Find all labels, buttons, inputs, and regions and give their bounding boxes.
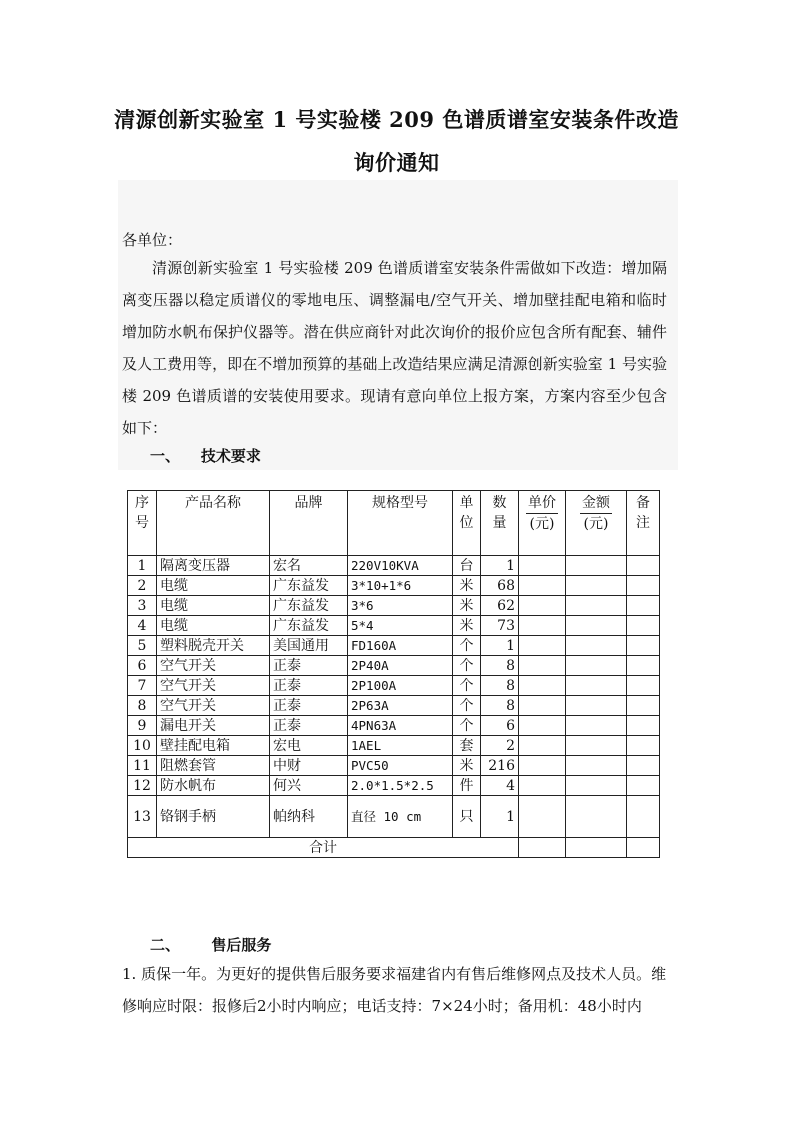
spec-table [127, 490, 660, 858]
total-amount-cell [566, 838, 627, 858]
cell-brand: 广东益发 [270, 616, 348, 636]
section-title: 售后服务 [211, 936, 272, 954]
cell-amount [566, 636, 627, 656]
after-sales-paragraph: 1. 质保一年。为更好的提供售后服务要求福建省内有售后维修网点及技术人员。维修响应时限：报修后2小时内响应；电话支持：7×24小时；备用机：48小时内 [122, 965, 667, 1015]
cell-brand: 何兴 [270, 776, 348, 796]
cell-amount [566, 556, 627, 576]
cell-amount [566, 616, 627, 636]
cell-amount [566, 576, 627, 596]
cell-amount [566, 716, 627, 736]
cell-brand: 宏电 [270, 736, 348, 756]
cell-name: 塑料脱壳开关 [157, 636, 270, 656]
cell-note [627, 636, 660, 656]
table-row [128, 576, 660, 596]
table-row [128, 796, 660, 838]
cell-qty: 62 [481, 596, 519, 616]
table-row [128, 636, 660, 656]
cell-no: 12 [128, 776, 157, 796]
cell-price [519, 576, 566, 596]
cell-no: 11 [128, 756, 157, 776]
cell-amount [566, 596, 627, 616]
cell-note [627, 716, 660, 736]
cell-name: 电缆 [157, 616, 270, 636]
cell-qty: 8 [481, 696, 519, 716]
cell-note [627, 596, 660, 616]
cell-qty: 68 [481, 576, 519, 596]
table-row [128, 696, 660, 716]
cell-model: 2.0*1.5*2.5 [348, 776, 453, 796]
table-row [128, 736, 660, 756]
cell-name: 壁挂配电箱 [157, 736, 270, 756]
cell-unit: 个 [453, 676, 481, 696]
cell-name: 漏电开关 [157, 716, 270, 736]
cell-price [519, 736, 566, 756]
cell-no: 2 [128, 576, 157, 596]
section-number: 一、 [150, 447, 181, 465]
table-row [128, 596, 660, 616]
cell-price [519, 636, 566, 656]
header-no: 序号 [128, 491, 157, 556]
cell-amount [566, 756, 627, 776]
header-amount: 金额 (元) [566, 491, 627, 556]
cell-model: 2P63A [348, 696, 453, 716]
header-price: 单价 (元) [519, 491, 566, 556]
cell-unit: 件 [453, 776, 481, 796]
cell-no: 6 [128, 656, 157, 676]
table-header-row [128, 491, 660, 556]
cell-note [627, 756, 660, 776]
table-row [128, 756, 660, 776]
cell-model: 2P100A [348, 676, 453, 696]
cell-note [627, 776, 660, 796]
cell-name: 空气开关 [157, 676, 270, 696]
cell-note [627, 676, 660, 696]
cell-name: 电缆 [157, 596, 270, 616]
cell-brand: 广东益发 [270, 596, 348, 616]
section-number: 二、 [150, 936, 181, 954]
cell-model: 1AEL [348, 736, 453, 756]
total-label: 合计 [128, 838, 519, 858]
cell-amount [566, 696, 627, 716]
salutation: 各单位： [122, 231, 183, 249]
cell-no: 7 [128, 676, 157, 696]
cell-no: 1 [128, 556, 157, 576]
cell-note [627, 556, 660, 576]
cell-brand: 广东益发 [270, 576, 348, 596]
cell-qty: 8 [481, 676, 519, 696]
cell-no: 13 [128, 796, 157, 838]
cell-brand: 中财 [270, 756, 348, 776]
cell-price [519, 616, 566, 636]
cell-name: 防水帆布 [157, 776, 270, 796]
cell-brand: 正泰 [270, 696, 348, 716]
cell-no: 9 [128, 716, 157, 736]
cell-price [519, 716, 566, 736]
cell-unit: 只 [453, 796, 481, 838]
cell-model: PVC50 [348, 756, 453, 776]
cell-note [627, 696, 660, 716]
cell-model: FD160A [348, 636, 453, 656]
cell-amount [566, 776, 627, 796]
header-unit: 单位 [453, 491, 481, 556]
cell-no: 8 [128, 696, 157, 716]
cell-qty: 8 [481, 656, 519, 676]
cell-model: 3*6 [348, 596, 453, 616]
cell-price [519, 796, 566, 838]
cell-brand: 正泰 [270, 716, 348, 736]
cell-brand: 正泰 [270, 656, 348, 676]
cell-unit: 个 [453, 716, 481, 736]
section-heading-after-sales [150, 934, 271, 955]
cell-price [519, 756, 566, 776]
cell-name: 空气开关 [157, 656, 270, 676]
cell-note [627, 576, 660, 596]
cell-model: 2P40A [348, 656, 453, 676]
table-row [128, 776, 660, 796]
cell-price [519, 556, 566, 576]
cell-brand: 正泰 [270, 676, 348, 696]
table-row [128, 616, 660, 636]
cell-brand: 美国通用 [270, 636, 348, 656]
cell-note [627, 656, 660, 676]
cell-brand: 帕纳科 [270, 796, 348, 838]
cell-qty: 216 [481, 756, 519, 776]
cell-unit: 米 [453, 576, 481, 596]
cell-model: 220V10KVA [348, 556, 453, 576]
cell-name: 隔离变压器 [157, 556, 270, 576]
table-row [128, 656, 660, 676]
cell-name: 阻燃套管 [157, 756, 270, 776]
cell-unit: 米 [453, 596, 481, 616]
intro-paragraph: 清源创新实验室 1 号实验楼 209 色谱质谱室安装条件需做如下改造：增加隔离变压器以稳定质谱仪的零地电压、调整漏电/空气开关、增加壁挂配电箱和临时增加防水帆布保护仪器等。潜在供应商针对此次询价的报价应包含所有配套、辅件及人工费用等，即在不增加预算的基础上改造结果应满足清源创新实验室 1 号实验楼 209 色谱质谱的安装使用要求。现请有意向单位上报方案，方案内容至少包含如下： [122, 259, 667, 437]
cell-unit: 米 [453, 756, 481, 776]
header-model: 规格型号 [348, 491, 453, 556]
cell-unit: 个 [453, 656, 481, 676]
cell-price [519, 696, 566, 716]
document-title-line2: 询价通知 [353, 150, 440, 175]
section-title: 技术要求 [200, 447, 261, 465]
cell-name: 空气开关 [157, 696, 270, 716]
cell-brand: 宏名 [270, 556, 348, 576]
header-brand: 品牌 [270, 491, 348, 556]
cell-price [519, 656, 566, 676]
cell-note [627, 736, 660, 756]
total-price-cell [519, 838, 566, 858]
cell-unit: 个 [453, 696, 481, 716]
header-qty: 数量 [481, 491, 519, 556]
cell-model: 5*4 [348, 616, 453, 636]
cell-amount [566, 796, 627, 838]
table-total-row [128, 838, 660, 858]
cell-unit: 个 [453, 636, 481, 656]
cell-qty: 1 [481, 636, 519, 656]
cell-name: 铬钢手柄 [157, 796, 270, 838]
cell-no: 5 [128, 636, 157, 656]
cell-qty: 73 [481, 616, 519, 636]
document-title-line1: 清源创新实验室 1 号实验楼 209 色谱质谱室安装条件改造 [114, 107, 679, 132]
cell-note [627, 616, 660, 636]
total-note-cell [627, 838, 660, 858]
cell-no: 10 [128, 736, 157, 756]
cell-price [519, 676, 566, 696]
cell-qty: 1 [481, 796, 519, 838]
table-row [128, 716, 660, 736]
cell-model: 4PN63A [348, 716, 453, 736]
cell-name: 电缆 [157, 576, 270, 596]
section-heading-technical [150, 445, 261, 466]
cell-qty: 1 [481, 556, 519, 576]
cell-price [519, 776, 566, 796]
cell-model: 直径 10 cm [348, 796, 453, 838]
cell-amount [566, 676, 627, 696]
cell-model: 3*10+1*6 [348, 576, 453, 596]
header-note: 备注 [627, 491, 660, 556]
cell-qty: 4 [481, 776, 519, 796]
cell-no: 3 [128, 596, 157, 616]
cell-unit: 套 [453, 736, 481, 756]
cell-unit: 台 [453, 556, 481, 576]
cell-amount [566, 656, 627, 676]
cell-unit: 米 [453, 616, 481, 636]
cell-price [519, 596, 566, 616]
cell-qty: 2 [481, 736, 519, 756]
table-row [128, 676, 660, 696]
cell-amount [566, 736, 627, 756]
header-name: 产品名称 [157, 491, 270, 556]
cell-qty: 6 [481, 716, 519, 736]
table-row [128, 556, 660, 576]
cell-no: 4 [128, 616, 157, 636]
cell-note [627, 796, 660, 838]
